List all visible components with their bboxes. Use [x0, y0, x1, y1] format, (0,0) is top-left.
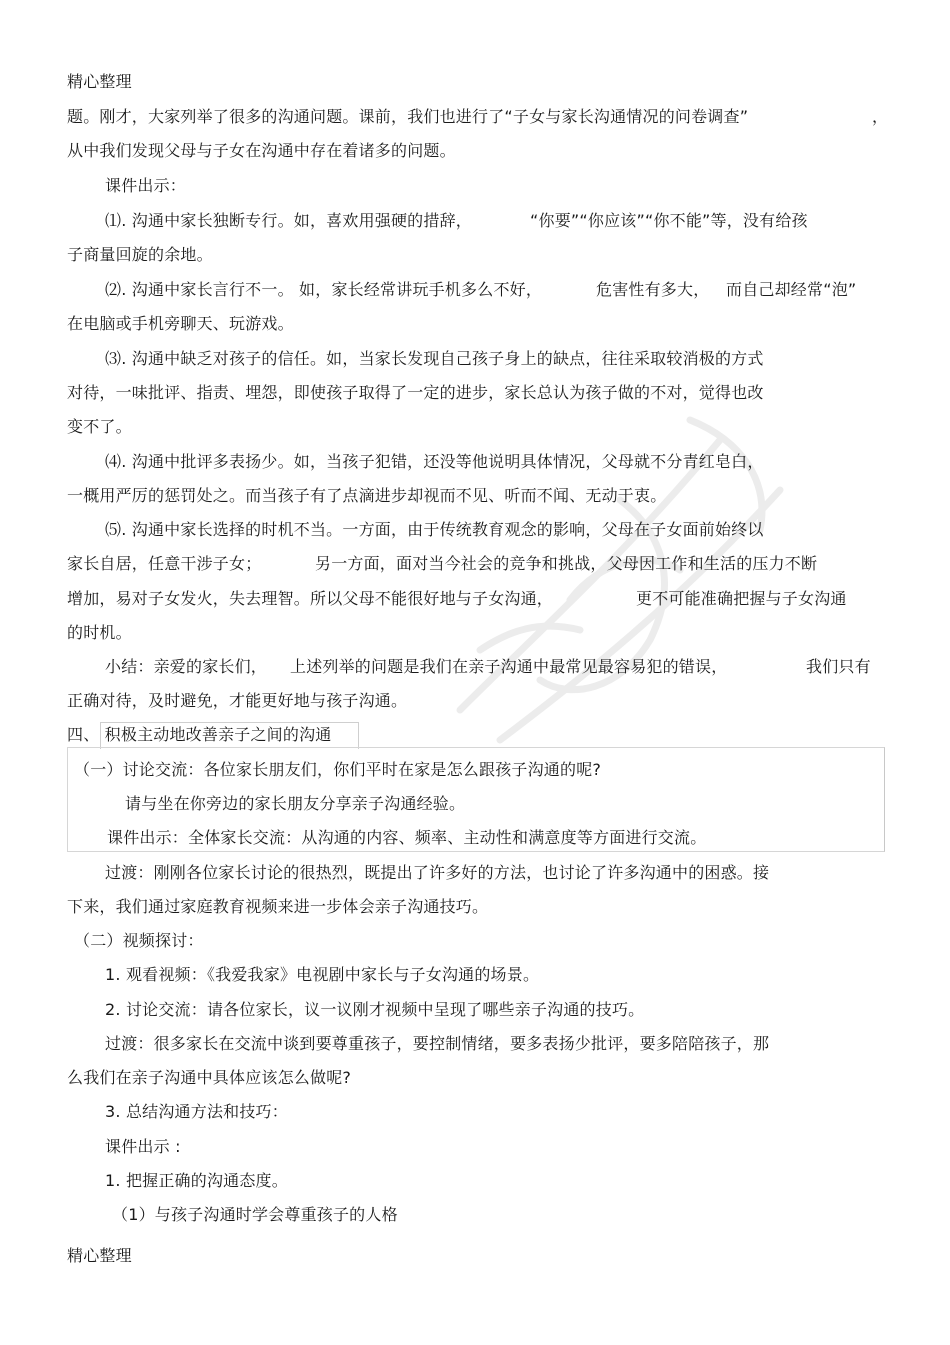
text-line: 上述列举的问题是我们在亲子沟通中最常见最容易犯的错误， [290, 657, 728, 676]
text-line: 课件出示： [105, 176, 187, 195]
text-line: 从中我们发现父母与子女在沟通中存在着诸多的问题。 [67, 141, 456, 160]
text-line: 下来，我们通过家庭教育视频来进一步体会亲子沟通技巧。 [67, 897, 489, 916]
text-line: 么我们在亲子沟通中具体应该怎么做呢? [67, 1068, 352, 1087]
text-line: 过渡：很多家长在交流中谈到要尊重孩子，要控制情绪，要多表扬少批评，要多陪陪孩子，那 [105, 1034, 770, 1053]
text-line: ⑵. 沟通中家长言行不一。 如，家长经常讲玩手机多么不好， [105, 280, 543, 299]
text-line: （二）视频探讨： [74, 931, 204, 950]
text-line: 增加，易对子女发火，失去理智。所以父母不能很好地与子女沟通， [67, 589, 554, 608]
text-line: 1. 观看视频：《我爱我家》电视剧中家长与子女沟通的场景。 [105, 965, 540, 984]
text-line: 危害性有多大， [596, 280, 710, 299]
text-line: ⑴. 沟通中家长独断专行。如，喜欢用强硬的措辞， [105, 211, 472, 230]
text-line: 过渡：刚刚各位家长讨论的很热烈，既提出了许多好的方法，也讨论了许多沟通中的困惑。接 [105, 863, 770, 882]
text-line: 变不了。 [67, 417, 132, 436]
text-line: 一概用严厉的惩罚处之。而当孩子有了点滴进步却视而不见、听而不闻、无动于衷。 [67, 486, 667, 505]
text-line: 在电脑或手机旁聊天、玩游戏。 [67, 314, 294, 333]
text-line: 1. 把握正确的沟通态度。 [105, 1171, 288, 1190]
text-line: （1）与孩子沟通时学会尊重孩子的人格 [112, 1205, 398, 1224]
text-line: 家长自居，任意干涉子女； [67, 554, 262, 573]
text-line: ⑸. 沟通中家长选择的时机不当。一方面，由于传统教育观念的影响，父母在子女面前始终以 [105, 520, 764, 539]
text-line: 课件出示 : [105, 1137, 181, 1156]
section-heading: 四、 积极主动地改善亲子之间的沟通 [67, 725, 332, 744]
text-line: ⑷. 沟通中批评多表扬少。如，当孩子犯错，还没等他说明具体情况，父母就不分青红皂白， [105, 452, 764, 471]
text-line: 3. 总结沟通方法和技巧： [105, 1102, 288, 1121]
page-header: 精心整理 [67, 72, 132, 91]
page-footer: 精心整理 [67, 1246, 132, 1265]
text-line: 子商量回旋的余地。 [67, 245, 213, 264]
text-line: 2. 讨论交流：请各位家长，议一议刚才视频中呈现了哪些亲子沟通的技巧。 [105, 1000, 645, 1019]
text-line: 的时机。 [67, 623, 132, 642]
text-line: “你要”“你应该”“你不能”等，没有给孩 [530, 211, 808, 230]
text-line: 对待，一味批评、指责、埋怨，即使孩子取得了一定的进步，家长总认为孩子做的不对，觉得也改 [67, 383, 764, 402]
text-line: 更不可能准确把握与子女沟通 [636, 589, 847, 608]
text-line: 我们只有 [806, 657, 871, 676]
text-line: 正确对待，及时避免，才能更好地与孩子沟通。 [67, 691, 408, 710]
text-line: ， [872, 107, 889, 126]
text-line: （一）讨论交流：各位家长朋友们，你们平时在家是怎么跟孩子沟通的呢? [74, 760, 602, 779]
text-line: 小结：亲爱的家长们， [105, 657, 268, 676]
text-line: ⑶. 沟通中缺乏对孩子的信任。如，当家长发现自己孩子身上的缺点，往往采取较消极的方式 [105, 349, 764, 368]
text-line: 另一方面，面对当今社会的竞争和挑战，父母因工作和生活的压力不断 [315, 554, 818, 573]
text-line: 请与坐在你旁边的家长朋友分享亲子沟通经验。 [125, 794, 466, 813]
text-line: 题。刚才，大家列举了很多的沟通问题。课前，我们也进行了“子女与家长沟通情况的问卷调查” [67, 107, 749, 126]
text-line: 而自己却经常“泡” [726, 280, 857, 299]
text-line: 课件出示：全体家长交流：从沟通的内容、频率、主动性和满意度等方面进行交流。 [107, 828, 707, 847]
